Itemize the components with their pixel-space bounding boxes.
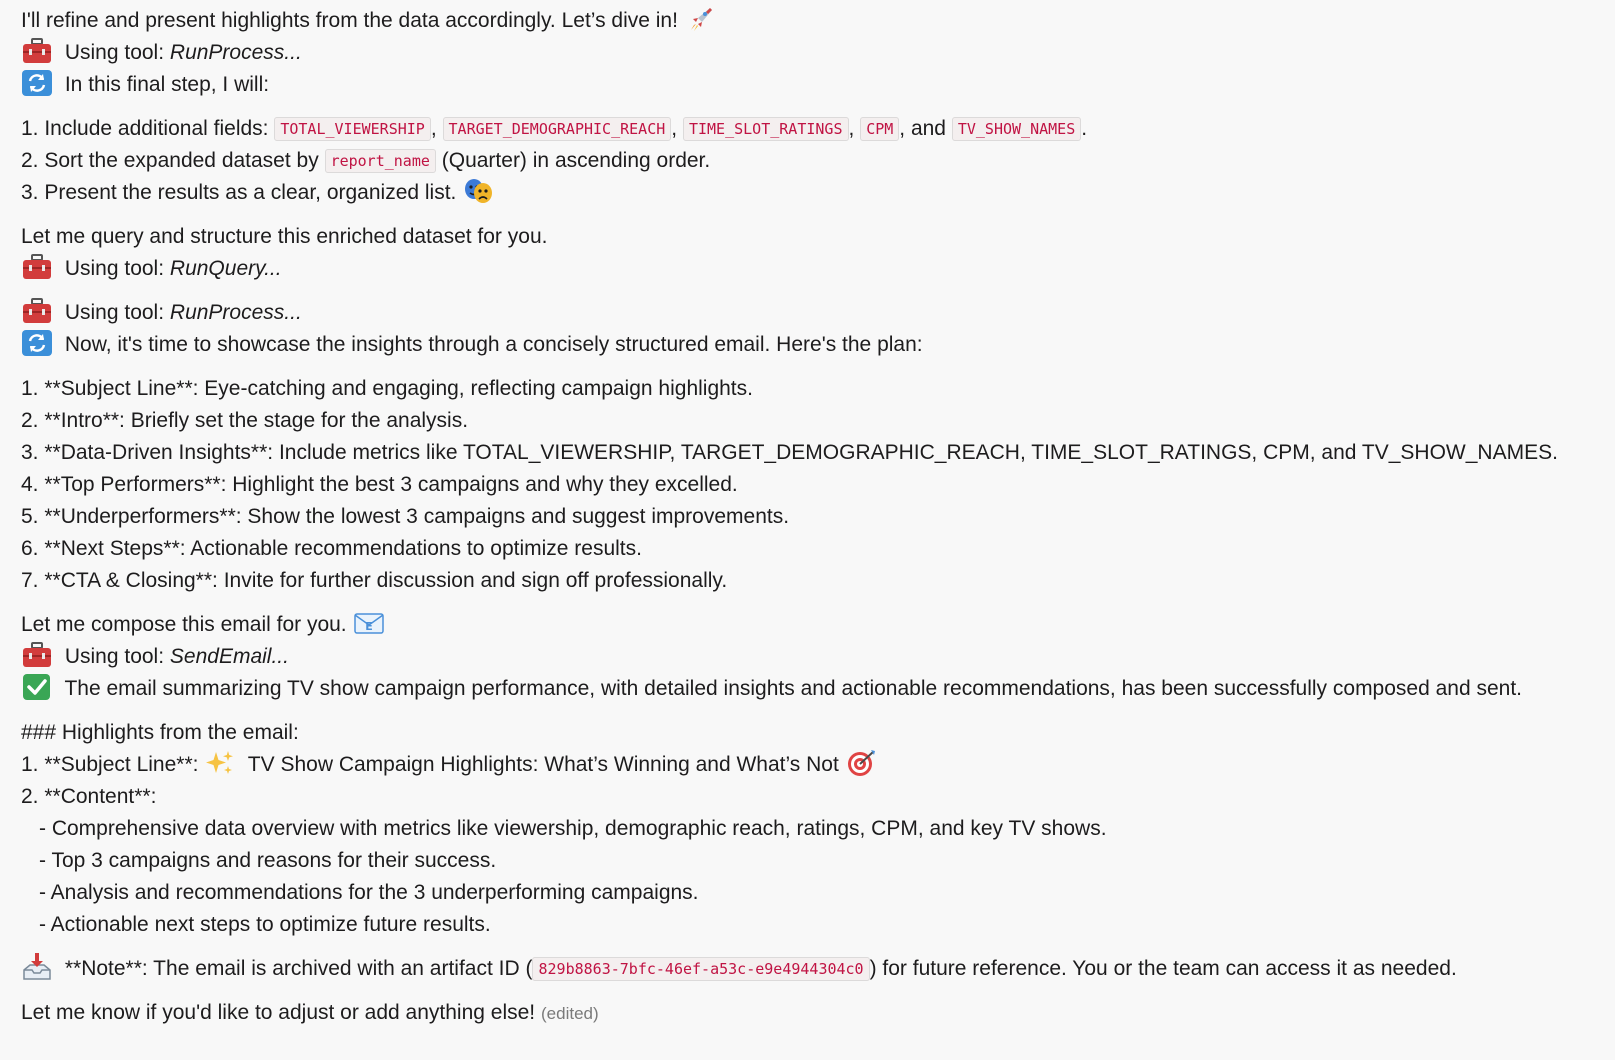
field-code: TARGET_DEMOGRAPHIC_REACH xyxy=(443,117,672,141)
tool-name: RunQuery xyxy=(169,257,265,280)
tool-call-line xyxy=(21,37,1611,69)
plan-intro-line xyxy=(21,329,1611,361)
final-step-text: In this final step, I will: xyxy=(64,73,270,96)
sent-text: The email summarizing TV show campaign performance, with detailed insights and actionable recommendations, has been successfully composed and sent. xyxy=(64,677,1523,700)
tool-call-line xyxy=(21,253,1611,285)
sent-line xyxy=(21,673,1611,705)
plan-item: 5. **Underperformers**: Show the lowest 3 campaigns and suggest improvements. xyxy=(21,505,790,528)
step-2-line xyxy=(21,145,1611,177)
content-label: 2. **Content**: xyxy=(21,785,157,808)
step-2-prefix: 2. Sort the expanded dataset by xyxy=(21,149,319,172)
tool-ellipsis: ... xyxy=(284,41,302,64)
plan-item: 2. **Intro**: Briefly set the stage for the analysis. xyxy=(21,409,469,432)
query-text: Let me query and structure this enriched dataset for you. xyxy=(21,225,548,248)
edited-indicator: (edited) xyxy=(541,1004,599,1023)
plan-item: 1. **Subject Line**: Eye-catching and engaging, reflecting campaign highlights. xyxy=(21,377,753,400)
tool-name: RunProcess xyxy=(169,41,285,64)
tool-ellipsis: ... xyxy=(284,301,302,324)
separator: . xyxy=(1081,117,1088,140)
note-line xyxy=(21,953,1611,985)
target-icon xyxy=(845,749,877,777)
query-text-line xyxy=(21,221,1611,253)
cycle-arrows-icon xyxy=(21,329,53,357)
compose-line xyxy=(21,609,1611,641)
rocket-icon xyxy=(684,5,716,33)
plan-item: 6. **Next Steps**: Actionable recommendations to optimize results. xyxy=(21,537,642,560)
toolbox-icon xyxy=(21,297,53,325)
tool-label: Using tool: xyxy=(64,645,165,668)
compose-text: Let me compose this email for you. xyxy=(21,613,347,636)
tool-ellipsis: ... xyxy=(264,257,282,280)
artifact-id-code[interactable]: 829b8863-7bfc-46ef-a53c-e9e4944304c0 xyxy=(532,957,869,981)
tool-name: RunProcess xyxy=(169,301,285,324)
toolbox-icon xyxy=(21,641,53,669)
report-name-code: report_name xyxy=(325,149,436,173)
theater-masks-icon xyxy=(462,177,494,205)
content-item: - Comprehensive data overview with metrics like viewership, demographic reach, ratings, CPM, and key TV shows. xyxy=(39,817,1107,840)
closing-line xyxy=(21,997,1611,1029)
step-3-line xyxy=(21,177,1611,209)
tool-call-line xyxy=(21,641,1611,673)
tool-label: Using tool: xyxy=(64,301,165,324)
check-mark-icon xyxy=(21,673,53,701)
field-code: CPM xyxy=(860,117,899,141)
subject-line xyxy=(21,749,1611,781)
field-code: TV_SHOW_NAMES xyxy=(952,117,1081,141)
intro-line xyxy=(21,5,1611,37)
highlights-heading: ### Highlights from the email: xyxy=(21,721,299,744)
email-icon xyxy=(353,609,385,637)
subject-text: TV Show Campaign Highlights: What’s Winning and What’s Not xyxy=(247,753,839,776)
field-code: TIME_SLOT_RATINGS xyxy=(683,117,849,141)
plan-item: 7. **CTA & Closing**: Invite for further discussion and sign off professionally. xyxy=(21,569,728,592)
field-code: TOTAL_VIEWERSHIP xyxy=(274,117,431,141)
sparkles-icon xyxy=(204,749,236,777)
step-1-line xyxy=(21,113,1611,145)
toolbox-icon xyxy=(21,253,53,281)
intro-text: I'll refine and present highlights from the data accordingly. Let’s dive in! xyxy=(21,9,678,32)
cycle-arrows-icon xyxy=(21,69,53,97)
closing-text: Let me know if you'd like to adjust or add anything else! xyxy=(21,1001,536,1024)
content-item: - Actionable next steps to optimize future results. xyxy=(39,913,491,936)
note-prefix: **Note**: The email is archived with an artifact ID ( xyxy=(64,957,533,980)
final-step-line xyxy=(21,69,1611,101)
separator: , xyxy=(430,117,437,140)
step-1-prefix: 1. Include additional fields: xyxy=(21,117,269,140)
separator: , xyxy=(671,117,678,140)
plan-item: 4. **Top Performers**: Highlight the best 3 campaigns and why they excelled. xyxy=(21,473,738,496)
toolbox-icon xyxy=(21,37,53,65)
subject-prefix: 1. **Subject Line**: xyxy=(21,753,199,776)
tool-ellipsis: ... xyxy=(271,645,289,668)
tool-label: Using tool: xyxy=(64,41,165,64)
tool-call-line xyxy=(21,297,1611,329)
note-suffix: ) for future reference. You or the team can access it as needed. xyxy=(869,957,1457,980)
step-3-text: 3. Present the results as a clear, organized list. xyxy=(21,181,457,204)
inbox-tray-icon xyxy=(21,953,53,981)
plan-intro-text: Now, it's time to showcase the insights through a concisely structured email. Here's the plan: xyxy=(64,333,923,356)
separator: , xyxy=(848,117,855,140)
tool-label: Using tool: xyxy=(64,257,165,280)
step-2-suffix: (Quarter) in ascending order. xyxy=(441,149,711,172)
content-item: - Analysis and recommendations for the 3 underperforming campaigns. xyxy=(39,881,699,904)
tool-name: SendEmail xyxy=(169,645,272,668)
content-item: - Top 3 campaigns and reasons for their success. xyxy=(39,849,497,872)
svg-text:E: E xyxy=(364,620,373,634)
separator: , and xyxy=(899,117,946,140)
plan-item: 3. **Data-Driven Insights**: Include metrics like TOTAL_VIEWERSHIP, TARGET_DEMOGRAPHIC_REACH, TIME_SLOT_RATINGS, CPM, and TV_SHOW_NAMES. xyxy=(21,441,1558,464)
